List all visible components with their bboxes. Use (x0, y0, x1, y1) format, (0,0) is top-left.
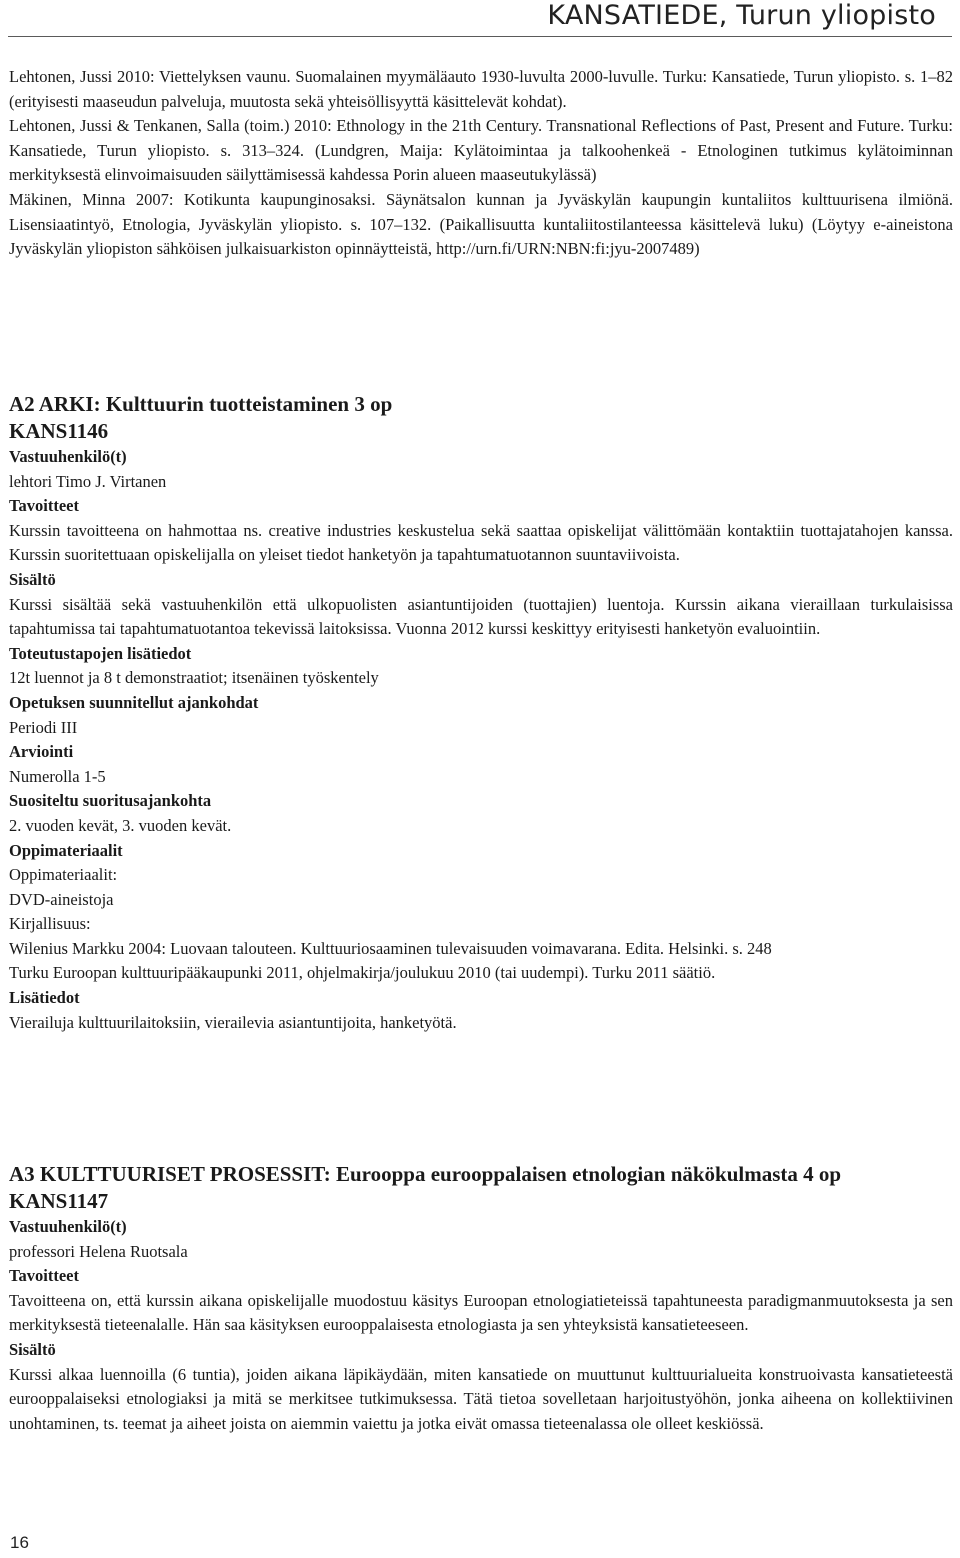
page-number: 16 (10, 1533, 29, 1552)
literature-item: Turku Euroopan kulttuuripääkaupunki 2011, ohjelmakirja/joulukuu 2010 (tai uudempi). Turku 2011 säätiö. (9, 963, 716, 983)
schedule-text: Periodi III (9, 717, 78, 737)
course-code: KANS1147 (9, 1189, 109, 1213)
responsible-person: lehtori Timo J. Virtanen (9, 471, 167, 491)
materials-heading: Oppimateriaalit (9, 840, 123, 860)
course-code: KANS1146 (9, 419, 109, 443)
grading-heading: Arviointi (9, 742, 74, 762)
content-heading: Sisältö (9, 569, 56, 589)
course-title: A3 KULTTUURISET PROSESSIT: Eurooppa eurooppalaisen etnologian näkökulmasta 4 op (9, 1162, 842, 1186)
content-heading: Sisältö (9, 1339, 56, 1359)
recommended-heading: Suositeltu suoritusajankohta (9, 791, 212, 811)
reference-item: Lehtonen, Jussi & Tenkanen, Salla (toim.) 2010: Ethnology in the 21th Century. Transnational Reflections of Past, Present and Future. Turku: Kansatiede, Turun yliopisto. s. 313–324. (Lundgren, Maija: Kylätoimintaa ja talkoohenkeä - Etnologinen tutkimus kylätoiminnan merkityksestä elinvoimaisuuden säilyttämisessä kahdessa Porin alueen maaseutukylässä) (9, 116, 953, 185)
responsible-heading: Vastuuhenkilö(t) (9, 447, 127, 466)
literature-heading: Kirjallisuus: (9, 914, 91, 934)
course-title: A2 ARKI: Kulttuurin tuotteistaminen 3 op (9, 392, 393, 416)
extra-heading: Lisätiedot (9, 988, 80, 1008)
literature-item: Wilenius Markku 2004: Luovaan talouteen. Kulttuuriosaaminen tulevaisuuden voimavarana. Edita. Helsinki. s. 248 (9, 938, 772, 958)
content-text: Kurssi sisältää sekä vastuuhenkilön että ulkopuolisten asiantuntijoiden (tuottajien) luentoja. Kurssin aikana vieraillaan turkulaisissa tapahtumissa tai tapahtumatuotantoa tekevissä laitoksissa. Vuonna 2012 kurssi keskittyy erityisesti hanketyön evaluointiin. (9, 594, 953, 639)
responsible-heading: Vastuuhenkilö(t) (9, 1217, 127, 1236)
materials-dvd: DVD-aineistoja (9, 889, 114, 909)
schedule-heading: Opetuksen suunnitellut ajankohdat (9, 692, 259, 712)
goals-heading: Tavoitteet (9, 1266, 79, 1286)
responsible-person: professori Helena Ruotsala (9, 1241, 188, 1261)
header-rule (8, 36, 952, 37)
course-section-a2 (9, 391, 953, 1035)
methods-text: 12t luennot ja 8 t demonstraatiot; itsenäinen työskentely (9, 668, 379, 688)
methods-heading: Toteutustapojen lisätiedot (9, 643, 192, 663)
reference-item: Mäkinen, Minna 2007: Kotikunta kaupunginosaksi. Säynätsalon kunnan ja Jyväskylän kaupungin kuntaliitos kulttuurisena ilmiönä. Lisensiaatintyö, Etnologia, Jyväskylän yliopisto. s. 107–132. (Paikallisuutta kuntaliitostilanteessa käsittelevä luku) (Löytyy e-aineistona Jyväskylän yliopiston sähköisen julkaisuarkiston opinnäytteistä, http://urn.fi/URN:NBN:fi:jyu-2007489) (9, 189, 953, 259)
grading-text: Numerolla 1-5 (9, 766, 106, 786)
goals-text: Kurssin tavoitteena on hahmottaa ns. creative industries keskustelua sekä saattaa opiskelijat välittömään kontaktiin tuottajatahojen kanssa. Kurssin suoritettuaan opiskelijalla on yleiset tiedot hanketyön ja tapahtumatuotannon suuntaviivoista. (9, 520, 953, 565)
extra-text: Vierailuja kulttuurilaitoksiin, vierailevia asiantuntijoita, hanketyötä. (9, 1012, 457, 1032)
materials-subheading: Oppimateriaalit: (9, 865, 118, 885)
reference-item: Lehtonen, Jussi 2010: Viettelyksen vaunu. Suomalainen myymäläauto 1930-luvulta 2000-luvulle. Turku: Kansatiede, Turun yliopisto. s. 1–82 (erityisesti maaseudun palveluja, muutosta sekä yhteisöllisyyttä käsittelevät kohdat). (9, 67, 953, 111)
goals-heading: Tavoitteet (9, 496, 79, 516)
content-text: Kurssi alkaa luennoilla (6 tuntia), joiden aikana läpikäydään, miten kansatiede on muuttunut kulttuurialueita konstruoivasta kansatieteestä eurooppalaiseksi etnologiaksi ja mitä se merkitsee tutkimuksessa. Tätä tietoa sovelletaan harjoitustyöhön, jonka aiheena on kollektiivinen unohtaminen, ts. teemat ja aiheet joista on aiemmin vaiettu ja jotka eivät omassa tieteenalassa ole olleet keskiössä. (9, 1364, 953, 1433)
recommended-text: 2. vuoden kevät, 3. vuoden kevät. (9, 815, 232, 835)
goals-text: Tavoitteena on, että kurssin aikana opiskelijalle muodostuu käsitys Euroopan etnologiatieteissä tapahtuneesta paradigmanmuutoksesta ja sen merkityksestä tieteenalalle. Hän saa käsityksen eurooppalaisesta etnologiasta ja sen yhteyksistä kansatieteeseen. (9, 1290, 953, 1335)
reference-list (9, 65, 953, 262)
course-section-a3 (9, 1161, 953, 1436)
running-header: KANSATIEDE, Turun yliopisto (547, 0, 936, 31)
